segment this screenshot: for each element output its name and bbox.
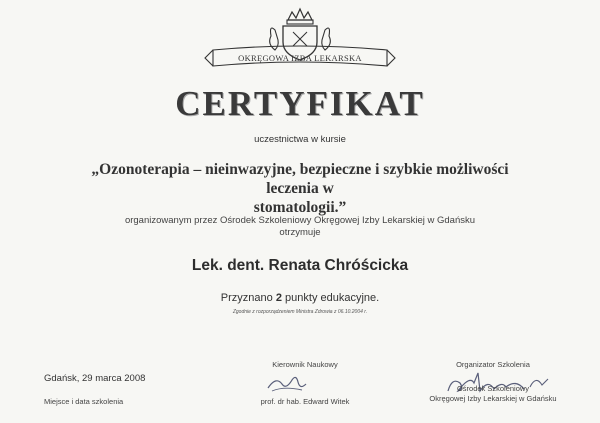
supervisor-name: prof. dr hab. Edward Witek — [260, 397, 350, 406]
organizer-name-line2: Okręgowej Izby Lekarskiej w Gdańsku — [429, 394, 557, 403]
organizer-text-line1: organizowanym przez Ośrodek Szkoleniowy Okręgowej Izby Lekarskiej w Gdańsku — [124, 215, 476, 226]
certificate-subtitle: uczestnictwa w kursie — [254, 134, 346, 145]
emblem-text: OKRĘGOWA IZBA LEKARSKA — [238, 53, 362, 63]
organizer-role: Organizator Szkolenia — [456, 360, 530, 369]
training-date: Gdańsk, 29 marca 2008 — [44, 373, 146, 384]
points-awarded — [0, 292, 600, 304]
chamber-emblem — [175, 6, 425, 84]
supervisor-role: Kierownik Naukowy — [272, 360, 338, 369]
points-prefix: Przyznano — [220, 292, 273, 304]
course-title-line1: „Ozonoterapia – nieinwazyjne, bezpieczne i szybkie możliwości leczenia w — [91, 161, 509, 197]
points-suffix: punkty edukacyjne. — [285, 292, 380, 304]
date-caption: Miejsce i data szkolenia — [44, 397, 124, 406]
emblem-crest-icon — [175, 6, 425, 84]
course-title — [70, 160, 530, 217]
recipient-name: Lek. dent. Renata Chróścicka — [191, 257, 409, 274]
organizer-name-line1: Ośrodek Szkoleniowy — [456, 384, 530, 393]
course-title-line2: stomatologii.” — [253, 199, 347, 216]
points-value: 2 — [275, 292, 282, 304]
certificate-title: CERTYFIKAT — [175, 84, 425, 123]
decree-note: Zgodnie z rozporządzeniem Ministra Zdrowia z 06.10.2004 r. — [232, 309, 368, 315]
organizer-text — [110, 215, 490, 239]
supervisor-signature — [262, 372, 312, 394]
organizer-text-line2: otrzymuje — [279, 227, 321, 238]
